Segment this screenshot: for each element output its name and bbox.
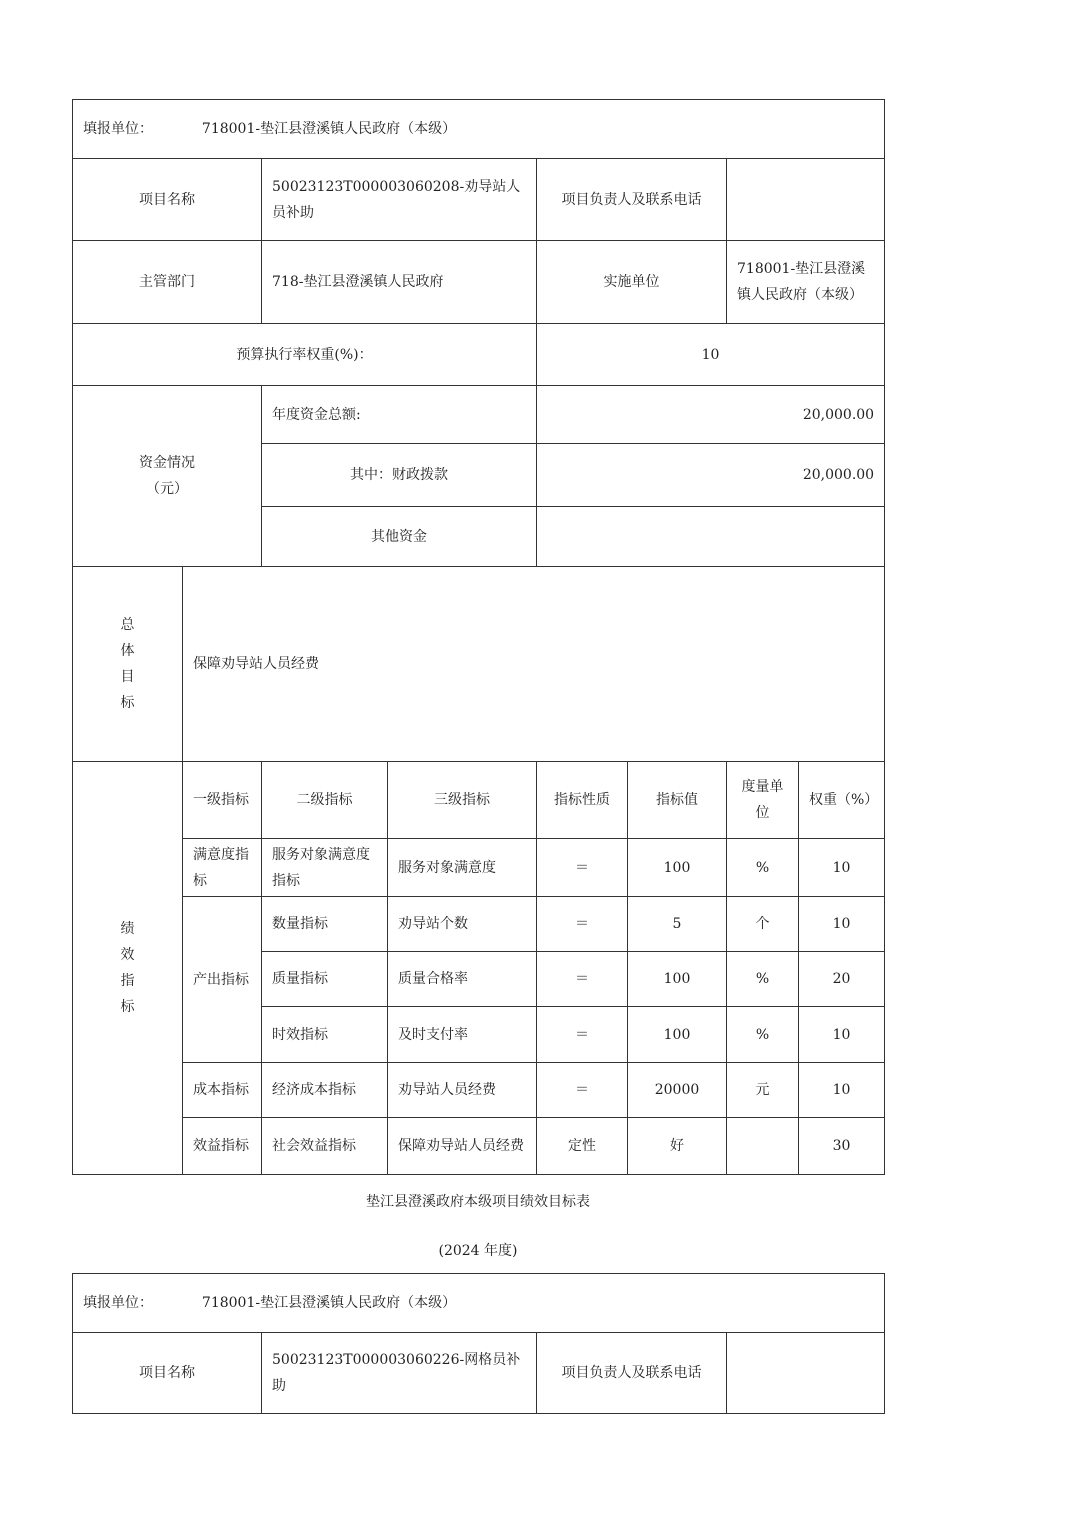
project-name-label: 项目名称 [73,1333,262,1414]
goal-char: 标 [120,695,135,711]
table-row [73,1118,885,1175]
perf-label [73,762,183,1175]
goal-char: 体 [120,643,135,659]
fiscal-label: 其中：财政拨款 [262,444,537,507]
table-row [73,1063,885,1118]
annual-total-value: 20,000.00 [537,386,885,444]
cell-nature: ＝ [537,897,628,952]
cell-l3: 保障劝导站人员经费 [388,1118,537,1175]
cell-l2: 时效指标 [262,1007,388,1063]
cell-value: 5 [628,897,727,952]
fund-label-line2: （元） [146,481,188,497]
cell-l1: 满意度指标 [183,839,262,897]
header-weight: 权重（%） [799,762,885,839]
perf-char: 标 [120,999,135,1015]
cell-l2: 服务对象满意度指标 [262,839,388,897]
cell-l3: 劝导站人员经费 [388,1063,537,1118]
unit-row [73,100,885,159]
project-name-value: 50023123T000003060208-劝导站人员补助 [262,159,537,241]
cell-nature: 定性 [537,1118,628,1175]
table-title: 垫江县澄溪政府本级项目绩效目标表 [366,1194,590,1210]
header-l1: 一级指标 [183,762,262,839]
cell-nature: ＝ [537,839,628,897]
cell-l3: 服务对象满意度 [388,839,537,897]
other-label: 其他资金 [262,507,537,567]
project-name-label: 项目名称 [73,159,262,241]
cell-value: 100 [628,952,727,1007]
performance-table-1 [72,99,885,1175]
header-l2: 二级指标 [262,762,388,839]
unit-value: 718001-垫江县澄溪镇人民政府（本级） [201,1295,457,1311]
cell-weight: 10 [799,1063,885,1118]
cell-l2: 数量指标 [262,897,388,952]
cell-value: 100 [628,1007,727,1063]
cell-l3: 质量合格率 [388,952,537,1007]
dept-value: 718-垫江县澄溪镇人民政府 [262,241,537,324]
cell-unit: 元 [727,1063,799,1118]
table-year: (2024 年度) [438,1243,518,1259]
cell-weight: 30 [799,1118,885,1175]
header-nature: 指标性质 [537,762,628,839]
cell-nature: ＝ [537,1007,628,1063]
other-value [537,507,885,567]
table-row [73,897,885,952]
cell-l2: 经济成本指标 [262,1063,388,1118]
contact-label: 项目负责人及联系电话 [537,159,727,241]
unit-row [73,1274,885,1333]
cell-l2: 社会效益指标 [262,1118,388,1175]
cell-nature: ＝ [537,952,628,1007]
header-value: 指标值 [628,762,727,839]
cell-l3: 劝导站个数 [388,897,537,952]
header-unit: 度量单位 [727,762,799,839]
annual-total-label: 年度资金总额: [262,386,537,444]
impl-value: 718001-垫江县澄溪镇人民政府（本级） [727,241,885,324]
cell-l3: 及时支付率 [388,1007,537,1063]
cell-l1: 产出指标 [183,897,262,1063]
unit-label: 填报单位： [83,121,153,137]
cell-unit: % [727,839,799,897]
cell-l1: 成本指标 [183,1063,262,1118]
contact-value [727,159,885,241]
cell-weight: 10 [799,897,885,952]
fund-label [73,386,262,567]
unit-value: 718001-垫江县澄溪镇人民政府（本级） [201,121,457,137]
cell-unit: % [727,952,799,1007]
goal-label [73,567,183,762]
performance-table-2 [72,1273,885,1414]
cell-unit: % [727,1007,799,1063]
fund-label-line1: 资金情况 [139,455,195,471]
budget-rate-value: 10 [537,324,885,386]
cell-unit [727,1118,799,1175]
impl-label: 实施单位 [537,241,727,324]
cell-l1: 效益指标 [183,1118,262,1175]
cell-l2: 质量指标 [262,952,388,1007]
header-l3: 三级指标 [388,762,537,839]
table-row [73,839,885,897]
perf-char: 指 [120,973,135,989]
cell-value: 100 [628,839,727,897]
unit-label: 填报单位： [83,1295,153,1311]
perf-char: 绩 [120,921,135,937]
goal-char: 总 [120,617,135,633]
contact-value [727,1333,885,1414]
goal-value: 保障劝导站人员经费 [183,567,885,762]
budget-rate-label: 预算执行率权重(%)： [73,324,537,386]
dept-label: 主管部门 [73,241,262,324]
contact-label: 项目负责人及联系电话 [537,1333,727,1414]
cell-weight: 20 [799,952,885,1007]
cell-nature: ＝ [537,1063,628,1118]
cell-weight: 10 [799,1007,885,1063]
fiscal-value: 20,000.00 [537,444,885,507]
cell-value: 20000 [628,1063,727,1118]
goal-char: 目 [120,669,135,685]
project-name-value: 50023123T000003060226-网格员补助 [262,1333,537,1414]
cell-weight: 10 [799,839,885,897]
perf-char: 效 [120,947,135,963]
cell-value: 好 [628,1118,727,1175]
cell-unit: 个 [727,897,799,952]
